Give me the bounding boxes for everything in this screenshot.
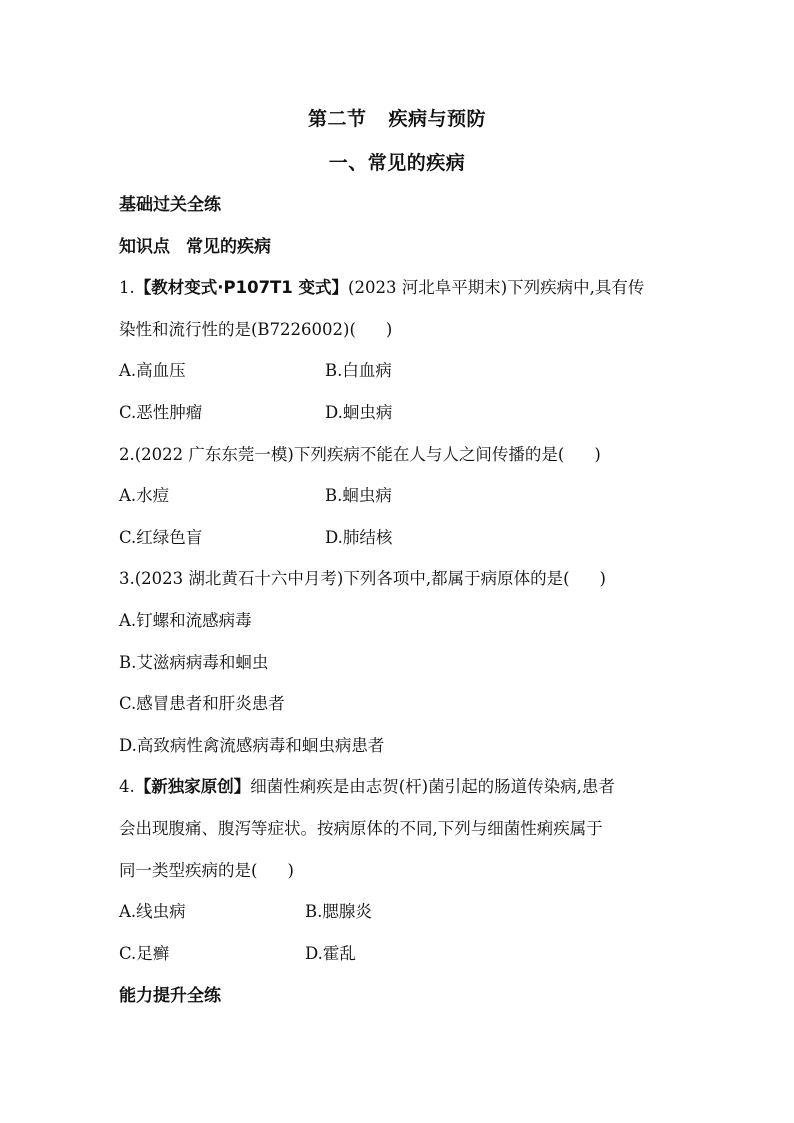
question-3-option-c[interactable]: C.感冒患者和肝炎患者 <box>119 694 285 713</box>
question-2-option-c[interactable]: C.红绿色盲 <box>119 528 203 547</box>
question-3-option-a[interactable]: A.钉螺和流感病毒 <box>119 611 252 630</box>
question-3-text: (2023 湖北黄石十六中月考)下列各项中,都属于病原体的是( <box>134 569 570 588</box>
question-4-number: 4. <box>119 777 135 796</box>
question-3-number: 3. <box>119 569 135 588</box>
heading-advanced-practice: 能力提升全练 <box>119 986 221 1006</box>
question-4-option-b[interactable]: B.腮腺炎 <box>305 902 372 921</box>
question-3-close: ) <box>599 569 606 588</box>
question-1-text-2: 染性和流行性的是(B7226002)( <box>119 320 356 339</box>
question-4-option-d[interactable]: D.霍乱 <box>305 944 356 963</box>
section-name: 疾病与预防 <box>388 108 487 130</box>
question-1-option-c[interactable]: C.恶性肿瘤 <box>119 403 203 422</box>
question-1-option-b[interactable]: B.白血病 <box>325 361 392 380</box>
question-4-text: 细菌性痢疾是由志贺(杆)菌引起的肠道传染病,患者 <box>250 777 615 796</box>
question-4-tag: 【新独家原创】 <box>134 777 251 796</box>
question-1-tag: 【教材变式·P107T1 变式】 <box>134 278 349 297</box>
question-4-option-c[interactable]: C.足癣 <box>119 944 170 963</box>
question-2-option-a[interactable]: A.水痘 <box>119 486 170 505</box>
question-2-line-1 <box>119 441 601 465</box>
subsection-title: 一、常见的疾病 <box>328 152 466 174</box>
section-title <box>0 104 794 131</box>
question-2-option-d[interactable]: D.肺结核 <box>325 528 393 547</box>
question-1-option-a[interactable]: A.高血压 <box>119 361 186 380</box>
question-4-line-2: 会出现腹痛、腹泻等症状。按病原体的不同,下列与细菌性痢疾属于 <box>119 819 603 838</box>
knowledge-point-topic: 常见的疾病 <box>186 237 271 257</box>
section-number: 第二节 <box>307 108 367 130</box>
question-1-line-2 <box>119 316 392 340</box>
question-1-line-1 <box>119 274 644 298</box>
question-2-text: (2022 广东东莞一模)下列疾病不能在人与人之间传播的是( <box>134 445 565 464</box>
heading-basic-practice: 基础过关全练 <box>119 195 221 215</box>
question-3-option-b[interactable]: B.艾滋病病毒和蛔虫 <box>119 653 269 672</box>
question-2-number: 2. <box>119 445 135 464</box>
question-4-close: ) <box>287 861 294 880</box>
question-1-close: ) <box>385 320 393 339</box>
question-1-option-d[interactable]: D.蛔虫病 <box>325 403 393 422</box>
knowledge-point-label: 知识点 <box>119 237 170 257</box>
question-4-text-3: 同一类型疾病的是( <box>119 861 258 880</box>
knowledge-point-heading <box>119 232 271 257</box>
question-4-line-3 <box>119 857 294 881</box>
question-2-close: ) <box>594 445 601 464</box>
question-1-text: (2023 河北阜平期末)下列疾病中,具有传 <box>348 278 645 297</box>
question-4-option-a[interactable]: A.线虫病 <box>119 902 186 921</box>
question-3-line-1 <box>119 565 606 589</box>
question-1-number: 1. <box>119 278 135 297</box>
question-3-option-d[interactable]: D.高致病性禽流感病毒和蛔虫病患者 <box>119 736 385 755</box>
question-4-line-1 <box>119 773 615 797</box>
question-2-option-b[interactable]: B.蛔虫病 <box>325 486 392 505</box>
